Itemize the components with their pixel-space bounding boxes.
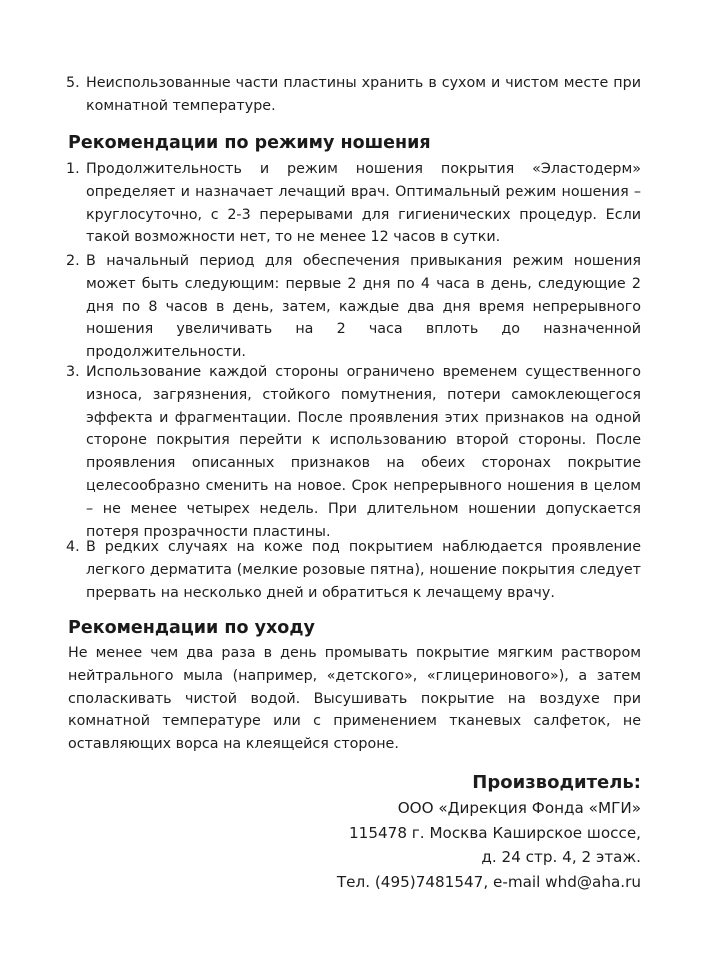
item-text: Продолжительность и режим ношения покрытия «Эластодерм» определяет и назначает лечащий врач. Оптимальный режим ношения – круглосуточно, с 2-3 перерывами для гигиенических процедур. Если такой возможности нет, то не менее 12 часов в сутки. <box>86 161 641 246</box>
care-heading: Рекомендации по уходу <box>68 618 315 638</box>
care-text: Не менее чем два раза в день промывать покрытие мягким раствором нейтрального мыла (например, «детского», «глицеринового»), а затем споласкивать чистой водой. Высушивать покрытие на воздухе при комнатной температуре или с применением тканевых салфеток, не оставляющих ворса на клеящейся стороне. <box>68 645 641 753</box>
wear-item-4 <box>66 536 641 604</box>
wear-item-1 <box>66 158 641 249</box>
item-number: 2. <box>66 253 80 269</box>
item-text: Использование каждой стороны ограничено временем существенного износа, загрязнения, стойкого помутнения, потери самоклеющегося эффекта и фрагментации. После проявления этих признаков на одной стороне покрытия перейти к использованию второй стороны. После проявления описанных признаков на обеих сторонах покрытие целесообразно сменить на новое. Срок непрерывного ношения в целом – не менее четырех недель. При длительном ношении допускается потеря прозрачности пластины. <box>86 364 641 540</box>
item-text: В редких случаях на коже под покрытием наблюдается проявление легкого дерматита (мелкие розовые пятна), ношение покрытия следует прервать на несколько дней и обратиться к лечащему врачу. <box>86 539 641 601</box>
manufacturer-block <box>337 769 641 894</box>
item-number: 4. <box>66 539 80 555</box>
storage-item-5 <box>66 72 641 118</box>
manufacturer-building: д. 24 стр. 4, 2 этаж. <box>481 848 641 866</box>
manufacturer-company: ООО «Дирекция Фонда «МГИ» <box>397 799 641 817</box>
item-number: 1. <box>66 161 80 177</box>
item-number: 5. <box>66 75 80 91</box>
manufacturer-title: Производитель: <box>472 772 641 793</box>
manufacturer-address: 115478 г. Москва Каширское шоссе, <box>349 823 641 842</box>
item-number: 3. <box>66 364 80 380</box>
manufacturer-contacts: Тел. (495)7481547, e-mail whd@aha.ru <box>336 872 641 891</box>
wear-heading: Рекомендации по режиму ношения <box>68 133 431 153</box>
wear-item-3 <box>66 361 641 543</box>
item-text: В начальный период для обеспечения привыкания режим ношения может быть следующим: первые 2 дня по 4 часа в день, следующие 2 дня по 8 часов в день, затем, каждые два дня время непрерывного ношения увеличивать на 2 часа вплоть до назначенной продолжительности. <box>86 253 641 361</box>
wear-item-2 <box>66 250 641 364</box>
item-text: Неиспользованные части пластины хранить в сухом и чистом месте при комнатной температуре. <box>86 75 641 114</box>
